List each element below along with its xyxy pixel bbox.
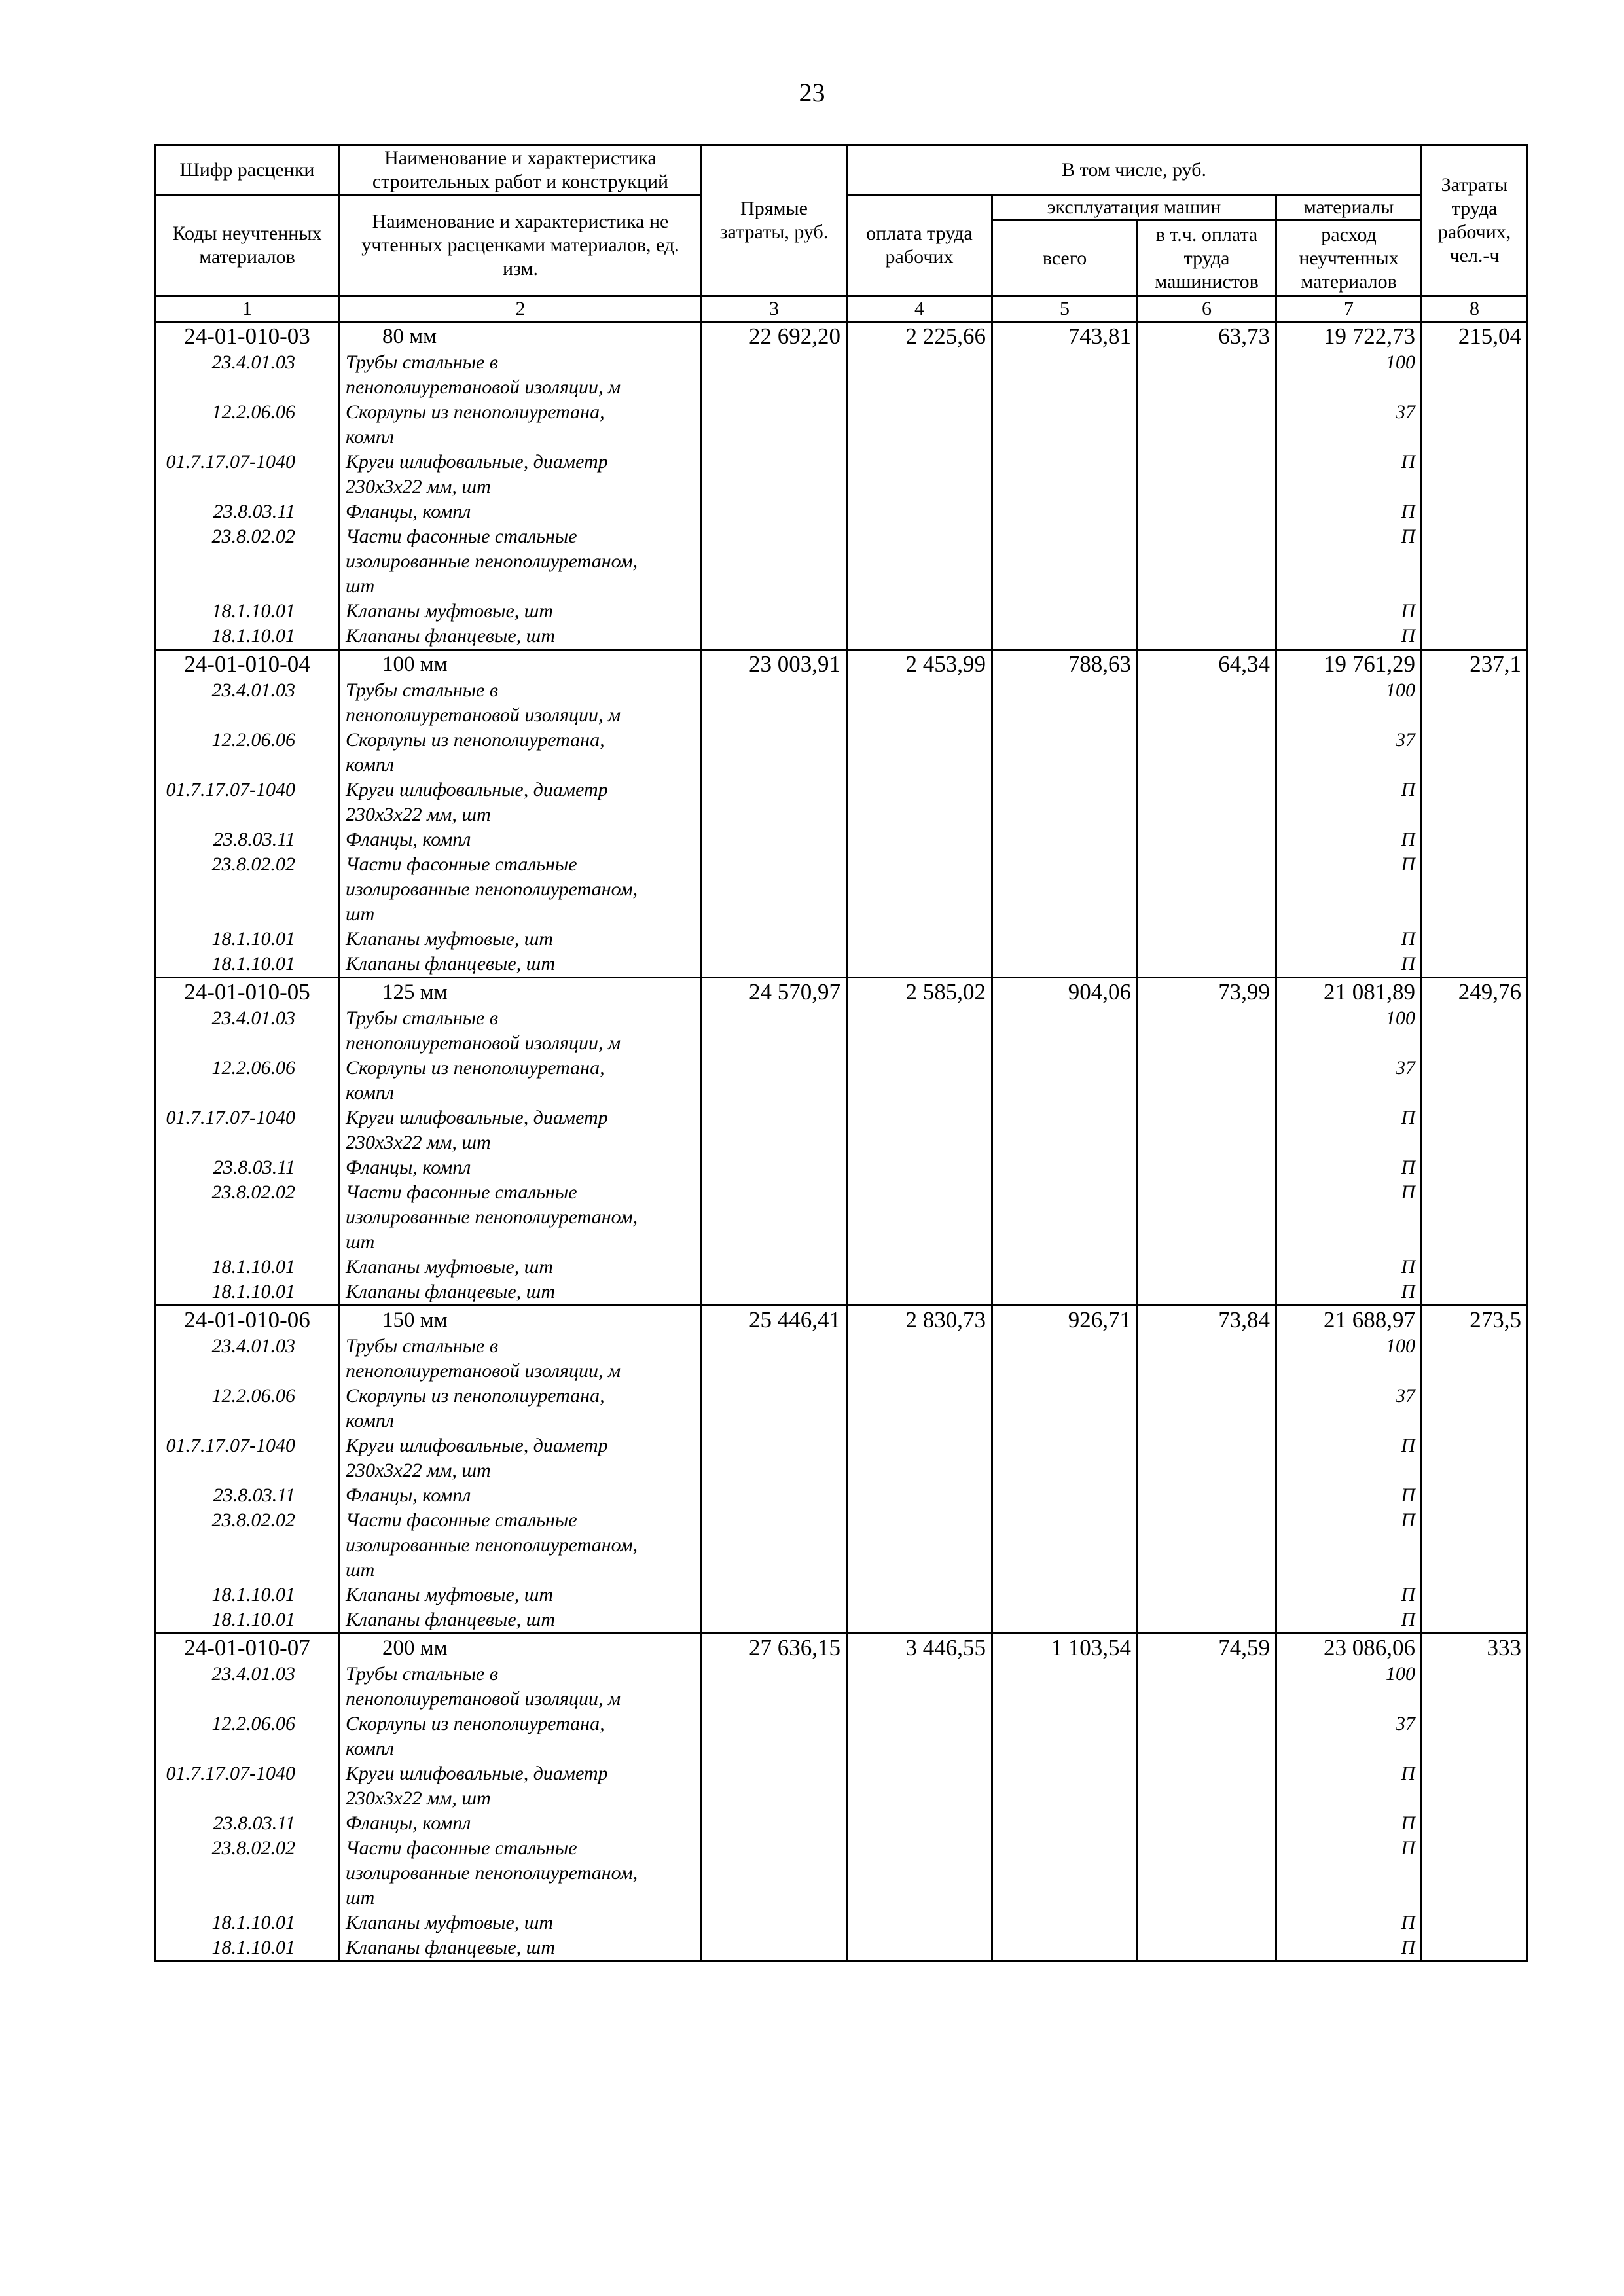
rate-name-cell (340, 322, 702, 650)
rate-name: 125 мм (382, 980, 448, 1004)
material-qty: П (1401, 779, 1416, 800)
material-code: 23.8.03.11 (213, 501, 295, 522)
header-unaccounted-materials: расход неучтенных материалов (1276, 221, 1422, 296)
spacer (1282, 703, 1415, 728)
header-work-name: Наименование и характеристика строительных работ и конструкций (340, 145, 702, 195)
material-qty: П (1401, 526, 1416, 547)
labor-pay: 2 585,02 (905, 979, 986, 1005)
material-code: 18.1.10.01 (211, 1281, 295, 1302)
material-name-line: Клапаны фланцевые, шт (346, 1937, 555, 1958)
rate-code-cell (155, 322, 340, 650)
rate-row (155, 1634, 1528, 1962)
rate-code-cell (155, 978, 340, 1306)
material-code: 18.1.10.01 (211, 1584, 295, 1605)
material-code: 18.1.10.01 (211, 1937, 295, 1958)
rates-table (154, 144, 1528, 1962)
direct-costs-cell (702, 650, 847, 978)
spacer (161, 475, 333, 499)
material-name-line: 230х3х22 мм, шт (346, 1787, 491, 1809)
column-number: 1 (155, 296, 340, 322)
material-name-line: компл (346, 1410, 394, 1431)
labor-pay: 2 225,66 (905, 323, 986, 349)
direct-costs-cell (702, 1306, 847, 1634)
operators-pay: 73,99 (1218, 979, 1270, 1005)
rate-name-cell (340, 1634, 702, 1962)
spacer (1282, 802, 1415, 827)
spacer (161, 1205, 333, 1230)
header-operators-pay: в т.ч. оплата труда машинистов (1138, 221, 1276, 296)
material-code: 01.7.17.07-1040 (166, 1763, 295, 1784)
rate-code: 24-01-010-05 (184, 979, 310, 1005)
material-name-line: Скорлупы из пенополиуретана, (346, 401, 605, 423)
direct-costs-cell (702, 978, 847, 1306)
rate-code-cell (155, 1634, 340, 1962)
labor-pay: 2 453,99 (905, 651, 986, 677)
spacer (161, 902, 333, 927)
material-qty: 100 (1386, 1007, 1416, 1029)
material-code: 01.7.17.07-1040 (166, 779, 295, 800)
material-code: 01.7.17.07-1040 (166, 1435, 295, 1456)
material-code: 18.1.10.01 (211, 1609, 295, 1630)
labor-pay-cell (847, 322, 992, 650)
material-qty: П (1401, 1609, 1416, 1630)
material-name-line: пенополиуретановой изоляции, м (346, 1360, 621, 1382)
spacer (1282, 1886, 1415, 1910)
material-qty: 100 (1386, 679, 1416, 701)
material-name-line: Скорлупы из пенополиуретана, (346, 1713, 605, 1734)
material-qty: 100 (1386, 1663, 1416, 1685)
material-name-line: Скорлупы из пенополиуретана, (346, 1385, 605, 1407)
header-material-codes: Коды неучтенных материалов (155, 195, 340, 296)
rate-code-cell (155, 650, 340, 978)
material-code: 23.8.03.11 (213, 829, 295, 850)
spacer (161, 1861, 333, 1886)
rate-code: 24-01-010-03 (184, 323, 310, 349)
materials-cell (1276, 978, 1422, 1306)
labor-hours-cell (1422, 1306, 1528, 1634)
material-qty: П (1401, 1484, 1416, 1506)
labor-pay-cell (847, 978, 992, 1306)
material-qty: П (1401, 853, 1416, 875)
material-qty: П (1401, 1256, 1416, 1278)
spacer (1282, 1130, 1415, 1155)
material-code: 23.8.02.02 (211, 1181, 295, 1203)
spacer (1282, 1736, 1415, 1761)
materials-value: 23 086,06 (1324, 1635, 1416, 1660)
material-code: 23.8.03.11 (213, 1812, 295, 1834)
rate-code: 24-01-010-06 (184, 1307, 310, 1333)
spacer (1282, 1861, 1415, 1886)
material-name-line: пенополиуретановой изоляции, м (346, 1032, 621, 1054)
spacer (161, 574, 333, 599)
material-name-line: изолированные пенополиуретаном, (346, 878, 638, 900)
materials-value: 19 761,29 (1324, 651, 1416, 677)
material-qty: 37 (1396, 1385, 1416, 1407)
direct-costs: 27 636,15 (749, 1635, 840, 1660)
rate-name: 200 мм (382, 1636, 448, 1660)
material-name-line: Круги шлифовальные, диаметр (346, 779, 608, 800)
material-name-line: Круги шлифовальные, диаметр (346, 1107, 608, 1128)
rate-code: 24-01-010-04 (184, 651, 310, 677)
rate-name-cell (340, 1306, 702, 1634)
column-number: 3 (702, 296, 847, 322)
material-code: 12.2.06.06 (211, 401, 295, 423)
materials-cell (1276, 1634, 1422, 1962)
column-number: 4 (847, 296, 992, 322)
spacer (161, 753, 333, 778)
rate-row (155, 322, 1528, 650)
spacer (1282, 1205, 1415, 1230)
spacer (1282, 1687, 1415, 1712)
spacer (1282, 1533, 1415, 1558)
spacer (1282, 1081, 1415, 1105)
material-qty: П (1401, 1509, 1416, 1531)
operators-pay-cell (1138, 322, 1276, 650)
material-name-line: шт (346, 1887, 375, 1909)
material-qty: П (1401, 1107, 1416, 1128)
direct-costs: 25 446,41 (749, 1307, 840, 1333)
material-name-line: пенополиуретановой изоляции, м (346, 376, 621, 398)
material-qty: П (1401, 953, 1416, 975)
column-number: 8 (1422, 296, 1528, 322)
header-material-names: Наименование и характеристика не учтенных расценками материалов, ед. изм. (340, 195, 702, 296)
column-number: 5 (992, 296, 1138, 322)
spacer (1282, 375, 1415, 400)
material-qty: П (1401, 1281, 1416, 1302)
machines-total-cell (992, 978, 1138, 1306)
material-name-line: Трубы стальные в (346, 351, 498, 373)
spacer (161, 1687, 333, 1712)
material-name-line: Клапаны муфтовые, шт (346, 1256, 554, 1278)
column-number: 6 (1138, 296, 1276, 322)
material-name-line: Скорлупы из пенополиуретана, (346, 729, 605, 751)
header-labor-pay: оплата труда рабочих (847, 195, 992, 296)
material-name-line: шт (346, 1231, 375, 1253)
spacer (1282, 475, 1415, 499)
header-direct-costs: Прямые затраты, руб. (702, 145, 847, 296)
header-rate-code: Шифр расценки (155, 145, 340, 195)
spacer (161, 877, 333, 902)
material-name-line: Части фасонные стальные (346, 526, 577, 547)
material-code: 01.7.17.07-1040 (166, 1107, 295, 1128)
machines-total: 743,81 (1068, 323, 1131, 349)
material-code: 18.1.10.01 (211, 953, 295, 975)
material-code: 18.1.10.01 (211, 600, 295, 622)
material-name-line: Части фасонные стальные (346, 1837, 577, 1859)
material-qty: П (1401, 1584, 1416, 1605)
material-code: 23.4.01.03 (211, 1335, 295, 1357)
machines-total: 904,06 (1068, 979, 1131, 1005)
spacer (1282, 1031, 1415, 1056)
rate-code: 24-01-010-07 (184, 1635, 310, 1660)
material-qty: П (1401, 501, 1416, 522)
material-name-line: Клапаны фланцевые, шт (346, 1281, 555, 1302)
material-code: 23.4.01.03 (211, 351, 295, 373)
material-qty: П (1401, 600, 1416, 622)
materials-value: 19 722,73 (1324, 323, 1416, 349)
rate-name: 150 мм (382, 1308, 448, 1332)
labor-pay-cell (847, 1306, 992, 1634)
material-qty: 37 (1396, 1713, 1416, 1734)
material-name-line: компл (346, 1082, 394, 1103)
material-name-line: Клапаны муфтовые, шт (346, 1584, 554, 1605)
header-materials-group: материалы (1276, 195, 1422, 221)
page-number: 23 (799, 78, 825, 107)
material-name-line: пенополиуретановой изоляции, м (346, 704, 621, 726)
material-qty: П (1401, 1181, 1416, 1203)
material-code: 18.1.10.01 (211, 1912, 295, 1933)
machines-total: 788,63 (1068, 651, 1131, 677)
table-body (155, 322, 1528, 1962)
material-name-line: Скорлупы из пенополиуретана, (346, 1057, 605, 1079)
material-name-line: Клапаны муфтовые, шт (346, 600, 554, 622)
material-qty: 37 (1396, 1057, 1416, 1079)
material-name-line: Фланцы, компл (346, 829, 471, 850)
direct-costs-cell (702, 1634, 847, 1962)
material-name-line: компл (346, 754, 394, 776)
material-name-line: Фланцы, компл (346, 1812, 471, 1834)
rate-code-cell (155, 1306, 340, 1634)
material-qty: П (1401, 928, 1416, 950)
labor-hours: 333 (1487, 1635, 1522, 1660)
spacer (161, 1408, 333, 1433)
labor-hours: 215,04 (1458, 323, 1522, 349)
machines-total: 926,71 (1068, 1307, 1131, 1333)
labor-hours: 249,76 (1458, 979, 1522, 1005)
material-name-line: Трубы стальные в (346, 1007, 498, 1029)
labor-pay-cell (847, 1634, 992, 1962)
material-name-line: изолированные пенополиуретаном, (346, 1534, 638, 1556)
material-qty: П (1401, 1912, 1416, 1933)
rate-row (155, 650, 1528, 978)
rate-row (155, 1306, 1528, 1634)
material-qty: 100 (1386, 351, 1416, 373)
rate-row (155, 978, 1528, 1306)
material-qty: П (1401, 1937, 1416, 1958)
spacer (161, 425, 333, 450)
header-including-group: В том числе, руб. (847, 145, 1422, 195)
material-name-line: Части фасонные стальные (346, 853, 577, 875)
material-name-line: Трубы стальные в (346, 1663, 498, 1685)
spacer (1282, 1786, 1415, 1811)
rate-name: 100 мм (382, 653, 448, 676)
material-code: 23.8.03.11 (213, 1484, 295, 1506)
material-name-line: Круги шлифовальные, диаметр (346, 451, 608, 473)
labor-hours-cell (1422, 322, 1528, 650)
material-code: 12.2.06.06 (211, 729, 295, 751)
labor-hours-cell (1422, 650, 1528, 978)
labor-hours: 237,1 (1470, 651, 1522, 677)
material-code: 18.1.10.01 (211, 1256, 295, 1278)
material-qty: П (1401, 1837, 1416, 1859)
spacer (1282, 877, 1415, 902)
spacer (1282, 1458, 1415, 1483)
header-machines-group: эксплуатация машин (992, 195, 1276, 221)
operators-pay: 73,84 (1218, 1307, 1270, 1333)
spacer (161, 1081, 333, 1105)
spacer (161, 1031, 333, 1056)
materials-cell (1276, 1306, 1422, 1634)
spacer (161, 1886, 333, 1910)
material-name-line: пенополиуретановой изоляции, м (346, 1688, 621, 1710)
spacer (1282, 902, 1415, 927)
spacer (161, 1558, 333, 1583)
material-code: 18.1.10.01 (211, 625, 295, 647)
spacer (161, 1458, 333, 1483)
machines-total: 1 103,54 (1051, 1635, 1131, 1660)
spacer (161, 1130, 333, 1155)
material-name-line: изолированные пенополиуретаном, (346, 550, 638, 572)
direct-costs: 22 692,20 (749, 323, 840, 349)
material-code: 23.4.01.03 (211, 1007, 295, 1029)
labor-hours: 273,5 (1470, 1307, 1522, 1333)
material-qty: П (1401, 829, 1416, 850)
operators-pay: 74,59 (1218, 1635, 1270, 1660)
material-code: 23.8.02.02 (211, 526, 295, 547)
material-code: 01.7.17.07-1040 (166, 451, 295, 473)
material-qty: П (1401, 1435, 1416, 1456)
material-name-line: Части фасонные стальные (346, 1509, 577, 1531)
labor-hours-cell (1422, 978, 1528, 1306)
materials-cell (1276, 322, 1422, 650)
material-name-line: 230х3х22 мм, шт (346, 1132, 491, 1153)
material-qty: П (1401, 625, 1416, 647)
spacer (1282, 1359, 1415, 1384)
material-code: 23.4.01.03 (211, 679, 295, 701)
rate-name: 80 мм (382, 325, 437, 348)
machines-total-cell (992, 650, 1138, 978)
material-code: 23.8.02.02 (211, 1509, 295, 1531)
material-name-line: изолированные пенополиуретаном, (346, 1206, 638, 1228)
material-code: 12.2.06.06 (211, 1713, 295, 1734)
machines-total-cell (992, 1306, 1138, 1634)
material-code: 23.4.01.03 (211, 1663, 295, 1685)
material-name-line: Фланцы, компл (346, 1157, 471, 1178)
direct-costs-cell (702, 322, 847, 650)
material-name-line: Клапаны фланцевые, шт (346, 953, 555, 975)
material-code: 23.8.03.11 (213, 1157, 295, 1178)
spacer (161, 1230, 333, 1255)
spacer (161, 1533, 333, 1558)
material-code: 23.8.02.02 (211, 853, 295, 875)
material-name-line: Фланцы, компл (346, 1484, 471, 1506)
material-name-line: Клапаны муфтовые, шт (346, 928, 554, 950)
spacer (1282, 549, 1415, 574)
material-qty: 37 (1396, 401, 1416, 423)
material-name-line: шт (346, 1559, 375, 1581)
labor-pay: 3 446,55 (905, 1635, 986, 1660)
material-name-line: 230х3х22 мм, шт (346, 804, 491, 825)
material-qty: П (1401, 1157, 1416, 1178)
material-name-line: Фланцы, компл (346, 501, 471, 522)
material-code: 12.2.06.06 (211, 1385, 295, 1407)
spacer (1282, 1558, 1415, 1583)
materials-value: 21 688,97 (1324, 1307, 1416, 1333)
material-name-line: 230х3х22 мм, шт (346, 1460, 491, 1481)
operators-pay: 63,73 (1218, 323, 1270, 349)
material-name-line: шт (346, 903, 375, 925)
direct-costs: 23 003,91 (749, 651, 840, 677)
spacer (1282, 1408, 1415, 1433)
rate-name-cell (340, 978, 702, 1306)
spacer (1282, 425, 1415, 450)
column-number: 7 (1276, 296, 1422, 322)
material-name-line: 230х3х22 мм, шт (346, 476, 491, 497)
material-name-line: Трубы стальные в (346, 1335, 498, 1357)
spacer (161, 375, 333, 400)
material-name-line: Круги шлифовальные, диаметр (346, 1763, 608, 1784)
material-name-line: шт (346, 575, 375, 597)
operators-pay: 64,34 (1218, 651, 1270, 677)
material-name-line: Клапаны муфтовые, шт (346, 1912, 554, 1933)
material-qty: П (1401, 451, 1416, 473)
material-name-line: изолированные пенополиуретаном, (346, 1862, 638, 1884)
header-machines-total: всего (992, 221, 1138, 296)
column-numbers-row (155, 296, 1528, 322)
material-qty: 37 (1396, 729, 1416, 751)
material-name-line: компл (346, 1738, 394, 1759)
spacer (161, 703, 333, 728)
direct-costs: 24 570,97 (749, 979, 840, 1005)
material-name-line: Круги шлифовальные, диаметр (346, 1435, 608, 1456)
materials-cell (1276, 650, 1422, 978)
material-qty: 100 (1386, 1335, 1416, 1357)
spacer (1282, 753, 1415, 778)
spacer (161, 549, 333, 574)
spacer (1282, 1230, 1415, 1255)
labor-pay: 2 830,73 (905, 1307, 986, 1333)
spacer (161, 1786, 333, 1811)
material-code: 23.8.02.02 (211, 1837, 295, 1859)
machines-total-cell (992, 1634, 1138, 1962)
material-code: 18.1.10.01 (211, 928, 295, 950)
machines-total-cell (992, 322, 1138, 650)
material-code: 12.2.06.06 (211, 1057, 295, 1079)
material-name-line: Клапаны фланцевые, шт (346, 625, 555, 647)
operators-pay-cell (1138, 650, 1276, 978)
material-name-line: компл (346, 426, 394, 448)
material-qty: П (1401, 1812, 1416, 1834)
operators-pay-cell (1138, 1306, 1276, 1634)
materials-value: 21 081,89 (1324, 979, 1416, 1005)
spacer (161, 802, 333, 827)
table-header (155, 145, 1528, 322)
material-name-line: Части фасонные стальные (346, 1181, 577, 1203)
labor-hours-cell (1422, 1634, 1528, 1962)
material-name-line: Трубы стальные в (346, 679, 498, 701)
column-number: 2 (340, 296, 702, 322)
operators-pay-cell (1138, 1634, 1276, 1962)
labor-pay-cell (847, 650, 992, 978)
spacer (161, 1359, 333, 1384)
material-qty: П (1401, 1763, 1416, 1784)
spacer (161, 1736, 333, 1761)
header-labor-hours: Затраты труда рабочих, чел.-ч (1422, 145, 1528, 296)
spacer (1282, 574, 1415, 599)
material-name-line: Клапаны фланцевые, шт (346, 1609, 555, 1630)
operators-pay-cell (1138, 978, 1276, 1306)
rate-name-cell (340, 650, 702, 978)
